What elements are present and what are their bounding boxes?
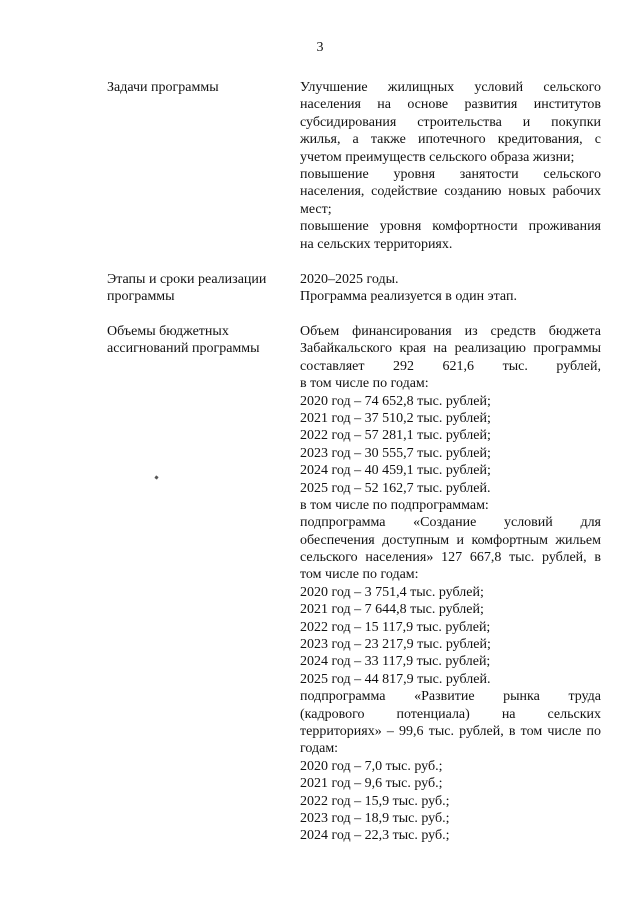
text-line: повышение уровня занятости сельского [300,166,601,182]
section-content [300,323,601,845]
text-line: подпрограмма «Создание условий для [300,515,601,531]
page-number: 3 [316,40,324,55]
text-line: 2023 год – 23 217,9 тыс. рублей; [300,637,491,653]
section-label [107,271,287,306]
text-line: том числе по годам: [300,567,419,583]
text-line: 2023 год – 18,9 тыс. руб.; [300,810,450,826]
text-line: (кадрового потенциала) на сельских [300,706,601,722]
text-line: в том числе по годам: [300,376,429,392]
section-label [107,79,287,96]
label-line: Объемы бюджетных [107,324,229,339]
text-line: в том числе по подпрограммам: [300,497,489,513]
text-line: 2021 год – 7 644,8 тыс. рублей; [300,602,484,618]
text-line: подпрограмма «Развитие рынка труда [300,689,601,705]
text-line: повышение уровня комфортности проживания [300,219,601,235]
scan-speck [154,475,158,479]
label-line: ассигнований программы [107,341,260,357]
text-line: субсидирования строительства и покупки [300,114,601,130]
text-line: 2020 год – 74 652,8 тыс. рублей; [300,393,491,409]
text-line: Забайкальского края на реализацию программы [300,341,601,357]
text-line: обеспечения доступным и комфортным жильем [300,532,601,548]
text-line: на сельских территориях. [300,236,453,252]
section-content [300,271,601,306]
text-line: 2022 год – 15 117,9 тыс. рублей; [300,619,491,635]
text-line: 2021 год – 37 510,2 тыс. рублей; [300,410,491,426]
text-line: Улучшение жилищных условий сельского [300,80,601,95]
text-line: мест; [300,201,332,217]
text-line: населения на основе развития институтов [300,97,601,113]
section-label [107,323,287,358]
text-line: учетом преимуществ сельского образа жизни; [300,149,575,165]
text-line: 2024 год – 22,3 тыс. руб.; [300,828,450,844]
text-line: 2022 год – 15,9 тыс. руб.; [300,793,450,809]
text-line: 2025 год – 52 162,7 тыс. рублей. [300,480,491,496]
text-line: годам: [300,741,339,757]
text-line: составляет 292 621,6 тыс. рублей, [300,358,601,374]
text-line: 2025 год – 44 817,9 тыс. рублей. [300,671,491,687]
text-line: 2024 год – 33 117,9 тыс. рублей; [300,654,491,670]
text-line: жилья, а также ипотечного кредитования, с [300,132,601,148]
text-line: 2020–2025 годы. [300,272,399,287]
text-line: 2020 год – 7,0 тыс. руб.; [300,758,443,774]
text-line: населения, содействие созданию новых рабочих [300,184,601,200]
text-line: сельского населения» 127 667,8 тыс. рублей, в [300,550,601,566]
text-line: Программа реализуется в один этап. [300,289,517,305]
text-line: территориях» – 99,6 тыс. рублей, в том числе по [300,723,601,739]
text-line: 2023 год – 30 555,7 тыс. рублей; [300,445,491,461]
text-line: 2022 год – 57 281,1 тыс. рублей; [300,428,491,444]
text-line: 2020 год – 3 751,4 тыс. рублей; [300,584,484,600]
label-line: Этапы и сроки реализации [107,272,267,287]
section-content [300,79,601,253]
text-line: Объем финансирования из средств бюджета [300,324,601,339]
text-line: 2021 год – 9,6 тыс. руб.; [300,776,443,792]
label-line: Задачи программы [107,80,219,95]
label-line: программы [107,289,175,305]
text-line: 2024 год – 40 459,1 тыс. рублей; [300,463,491,479]
